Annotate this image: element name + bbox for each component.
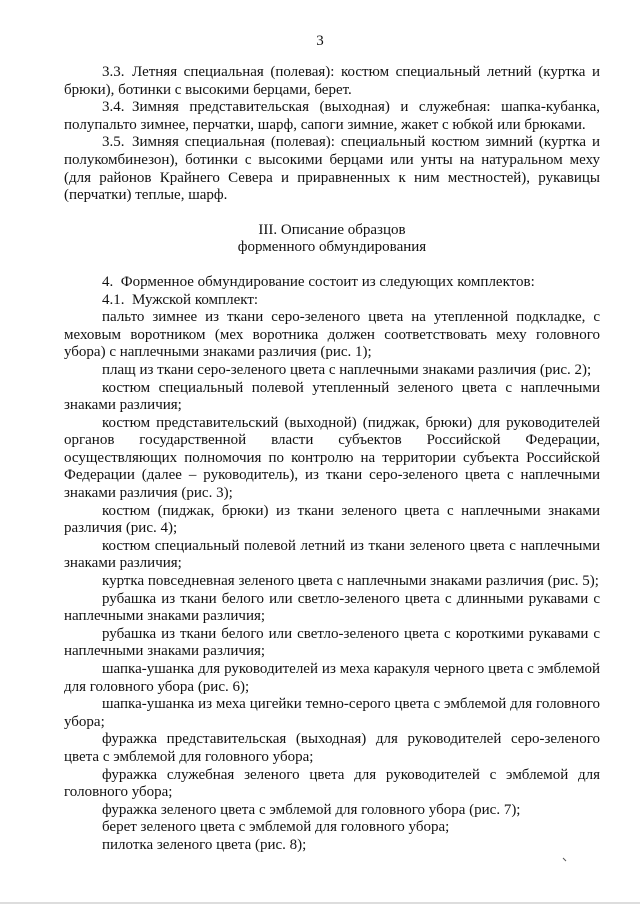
paragraph-3-5: 3.5. Зимняя специальная (полевая): специальный костюм зимний (куртка и полукомбинезон), ботинки с высокими берцами или унты на натуральном меху (для районов Крайнего Севера и приравненных к ним местностей), рукавицы (перчатки) теплые, шарф. <box>64 134 600 204</box>
section-heading-line-2: форменного обмундирования <box>237 239 427 256</box>
section-heading-line-1: III. Описание образцов <box>258 221 406 238</box>
document-body <box>64 64 600 855</box>
list-item: костюм специальный полевой летний из ткани зеленого цвета с наплечными знаками различия; <box>64 537 600 572</box>
list-item: пилотка зеленого цвета (рис. 8); <box>102 836 307 853</box>
paragraph-4-1: 4.1. Мужской комплект: <box>102 291 259 308</box>
section-heading <box>64 222 600 257</box>
list-item: фуражка служебная зеленого цвета для руководителей с эмблемой для головного убора; <box>64 766 600 801</box>
list-item: рубашка из ткани белого или светло-зеленого цвета с длинными рукавами с наплечными знаками различия; <box>64 590 600 625</box>
list-item: пальто зимнее из ткани серо-зеленого цвета на утепленной подкладке, с меховым воротником (мех воротника должен соответствовать меху головного убора) с наплечными знаками различия (рис. 1); <box>64 309 600 361</box>
list-item: плащ из ткани серо-зеленого цвета с наплечными знаками различия (рис. 2); <box>102 361 592 378</box>
list-item: берет зеленого цвета с эмблемой для головного убора; <box>102 819 450 836</box>
list-item: костюм представительский (выходной) (пиджак, брюки) для руководителей органов государственной власти субъектов Российской Федерации, осуществляющих полномочия по контролю на территории субъекта Российской Федерации (далее – руководитель), из ткани серо-зеленого цвета с наплечными знаками различия (рис. 3); <box>64 414 600 502</box>
page-number: 3 <box>316 33 324 49</box>
list-item: шапка-ушанка для руководителей из меха каракуля черного цвета с эмблемой для головного убора (рис. 6); <box>64 661 600 695</box>
paragraph-4: 4. Форменное обмундирование состоит из следующих комплектов: <box>102 273 535 290</box>
list-item: костюм (пиджак, брюки) из ткани зеленого цвета с наплечными знаками различия (рис. 4); <box>64 502 600 537</box>
list-item: фуражка представительская (выходная) для руководителей серо-зеленого цвета с эмблемой для головного убора; <box>64 731 600 765</box>
scan-speck <box>563 858 566 861</box>
paragraph-3-3: 3.3. Летняя специальная (полевая): костюм специальный летний (куртка и брюки), ботинки с высокими берцами, берет. <box>64 64 600 98</box>
list-item: рубашка из ткани белого или светло-зеленого цвета с короткими рукавами с наплечными знаками различия; <box>64 625 600 660</box>
list-item: шапка-ушанка из меха цигейки темно-серого цвета с эмблемой для головного убора; <box>64 696 600 730</box>
list-item: куртка повседневная зеленого цвета с наплечными знаками различия (рис. 5); <box>102 573 599 590</box>
paragraph-3-4: 3.4. Зимняя представительская (выходная) и служебная: шапка-кубанка, полупальто зимнее, перчатки, шарф, сапоги зимние, жакет с юбкой или брюками. <box>64 99 600 133</box>
list-item: костюм специальный полевой утепленный зеленого цвета с наплечными знаками различия; <box>64 379 600 414</box>
list-item: фуражка зеленого цвета с эмблемой для головного убора (рис. 7); <box>102 801 521 818</box>
